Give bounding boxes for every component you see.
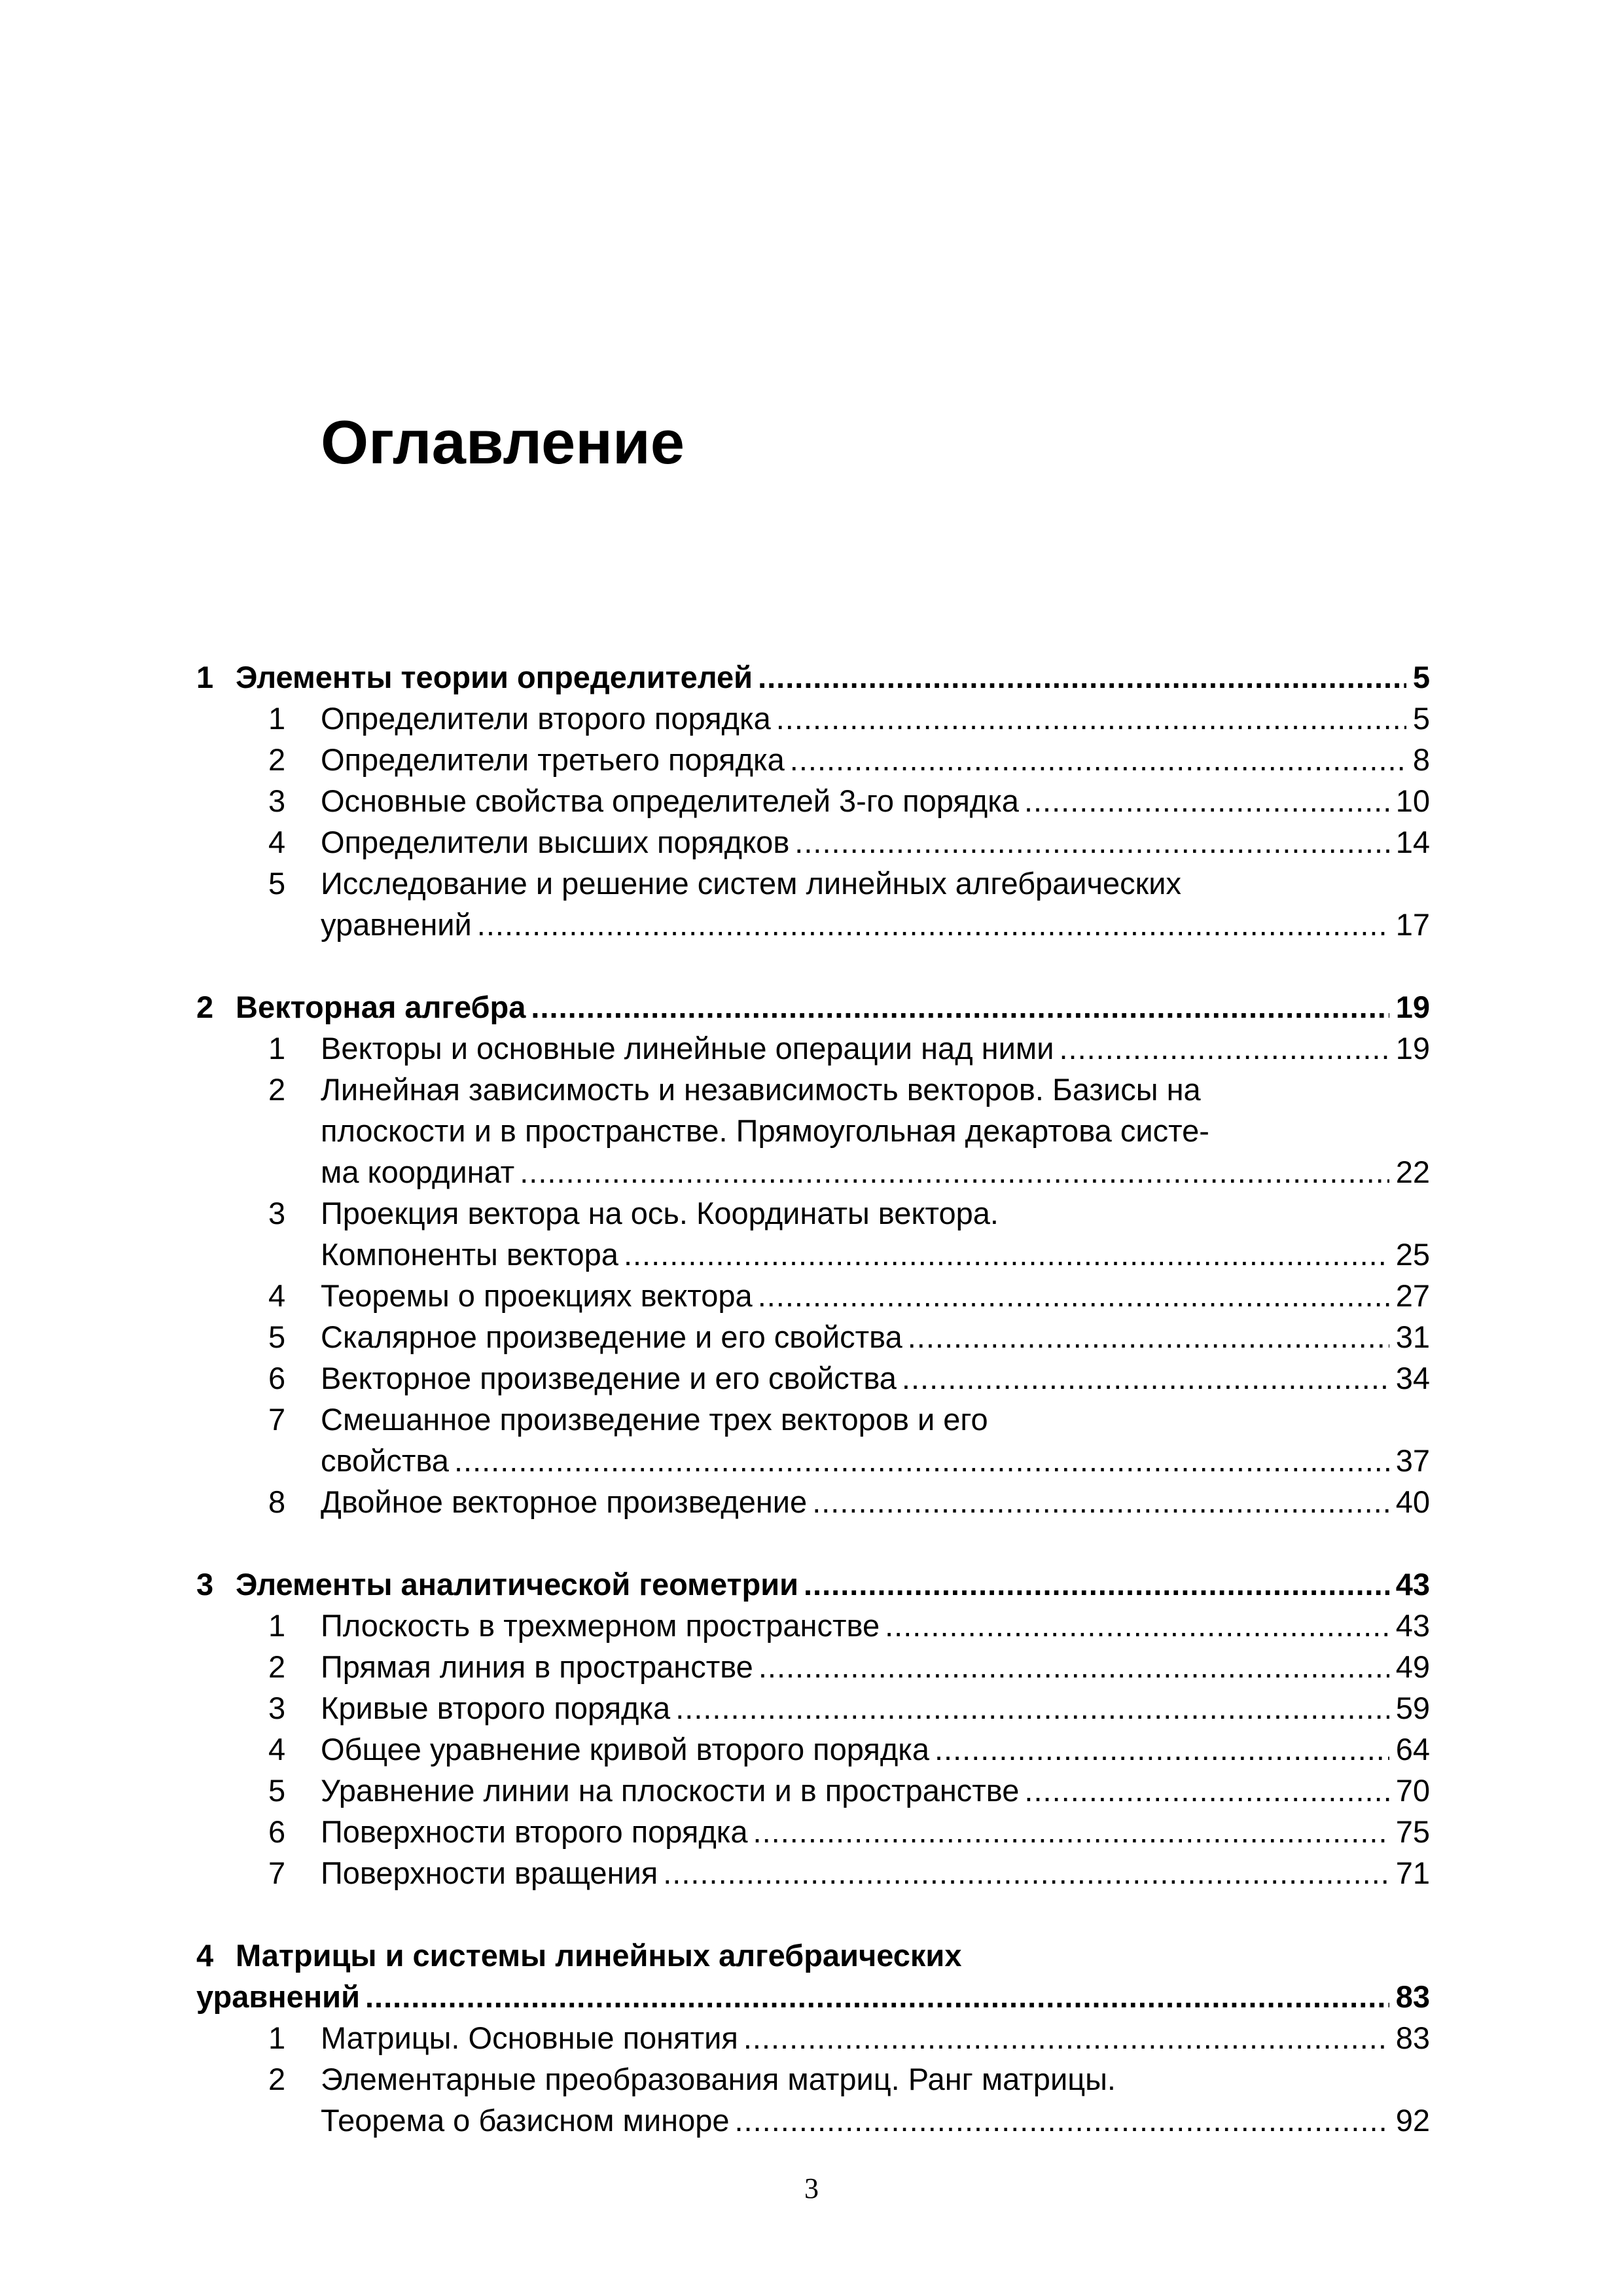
toc-section-3-5[interactable] [196,1770,1430,1811]
dot-leader [520,1151,1389,1193]
toc-section-2-3[interactable] [196,1193,1430,1234]
section-number: 1 [268,1608,286,1643]
page-number: 49 [1395,1649,1430,1684]
page-number: 40 [1395,1484,1430,1519]
toc-section-1-5-continued[interactable] [196,904,1430,945]
page-number: 34 [1395,1361,1430,1395]
toc-section-2-7-continued[interactable] [196,1440,1430,1481]
chapter-title: Матрицы и системы линейных алгебраических [236,1938,962,1973]
table-of-contents [196,656,1430,2141]
page-number: 83 [1395,1979,1430,2014]
page-number: 83 [1395,2020,1430,2055]
toc-section-1-2[interactable] [196,739,1430,780]
section-number: 2 [268,742,286,777]
section-title: Матрицы. Основные понятия [321,2020,738,2055]
dot-leader [790,739,1406,780]
chapter-number: 3 [196,1567,214,1602]
section-title: Уравнение линии на плоскости и в пространстве [321,1773,1020,1808]
section-title-continued: Компоненты вектора [321,1237,618,1272]
toc-chapter-4[interactable] [196,1935,1430,1976]
page-number: 31 [1395,1319,1430,1354]
section-number: 2 [268,2062,286,2096]
section-title-continued: плоскости и в пространстве. Прямоугольная декартова систе- [321,1113,1209,1148]
section-title-continued: свойства [321,1443,449,1478]
section-title: Плоскость в трехмерном пространстве [321,1608,880,1643]
page-number: 71 [1395,1856,1430,1890]
dot-leader [477,904,1389,945]
section-title: Двойное векторное произведение [321,1484,808,1519]
page-title: Оглавление [321,408,685,476]
dot-leader [776,698,1406,739]
toc-section-2-2[interactable] [196,1069,1430,1110]
section-title: Поверхности второго порядка [321,1814,748,1849]
toc-section-4-2[interactable] [196,2058,1430,2100]
dot-leader [885,1605,1389,1646]
dot-leader [743,2017,1389,2058]
section-number: 4 [268,1732,286,1767]
dot-leader [1024,1770,1389,1811]
section-number: 4 [268,1278,286,1313]
section-title: Исследование и решение систем линейных алгебраических [321,866,1181,901]
page-number: 5 [1412,701,1430,736]
dot-leader [675,1687,1389,1729]
section-title-continued: уравнений [321,907,472,942]
section-number: 1 [268,1031,286,1066]
dot-leader [365,1976,1389,2017]
section-title: Определители высших порядков [321,825,790,859]
dot-leader [454,1440,1389,1481]
dot-leader [812,1481,1389,1522]
toc-section-1-3[interactable] [196,780,1430,821]
toc-section-2-8[interactable] [196,1481,1430,1522]
section-title: Элементарные преобразования матриц. Ранг матрицы. [321,2062,1116,2096]
page-number: 17 [1395,907,1430,942]
dot-leader [908,1316,1389,1357]
section-number: 3 [268,1196,286,1230]
section-title: Скалярное произведение и его свойства [321,1319,902,1354]
section-number: 6 [268,1361,286,1395]
section-number: 5 [268,1773,286,1808]
section-title: Смешанное произведение трех векторов и его [321,1402,988,1437]
section-title: Поверхности вращения [321,1856,658,1890]
dot-leader [935,1729,1389,1770]
page-number: 19 [1395,1031,1430,1066]
page-number: 8 [1412,742,1430,777]
chapter-number: 1 [196,660,214,694]
chapter-title: Элементы теории определителей [236,660,753,694]
page-number: 25 [1395,1237,1430,1272]
toc-section-3-6[interactable] [196,1811,1430,1852]
chapter-title-continued: уравнений [196,1979,360,2014]
dot-leader [804,1564,1389,1605]
section-title: Теоремы о проекциях вектора [321,1278,753,1313]
toc-section-3-1[interactable] [196,1605,1430,1646]
section-title: Векторы и основные линейные операции над ними [321,1031,1054,1066]
section-number: 3 [268,1691,286,1725]
toc-section-2-3-continued[interactable] [196,1234,1430,1275]
section-title: Проекция вектора на ось. Координаты вектора. [321,1196,999,1230]
page-folio: 3 [804,2172,819,2204]
section-number: 3 [268,783,286,818]
toc-section-2-2-continued[interactable] [196,1110,1430,1151]
toc-section-2-2-continued-2[interactable] [196,1151,1430,1193]
page-number: 19 [1395,990,1430,1024]
section-title-continued: ма координат [321,1155,515,1189]
page-number: 37 [1395,1443,1430,1478]
section-number: 4 [268,825,286,859]
toc-section-4-2-continued[interactable] [196,2100,1430,2141]
toc-section-2-7[interactable] [196,1399,1430,1440]
toc-section-2-1[interactable] [196,1028,1430,1069]
section-title: Основные свойства определителей 3-го порядка [321,783,1019,818]
dot-leader [663,1852,1389,1893]
dot-leader [902,1357,1389,1399]
section-title: Прямая линия в пространстве [321,1649,753,1684]
chapter-title: Векторная алгебра [236,990,526,1024]
toc-section-1-4[interactable] [196,821,1430,863]
toc-section-3-2[interactable] [196,1646,1430,1687]
section-title: Кривые второго порядка [321,1691,671,1725]
section-number: 7 [268,1402,286,1437]
section-title: Определители второго порядка [321,701,771,736]
page-number: 92 [1395,2103,1430,2138]
page-number: 5 [1412,660,1430,694]
page-number: 22 [1395,1155,1430,1189]
section-title-continued: Теорема о базисном миноре [321,2103,730,2138]
dot-leader [624,1234,1389,1275]
section-number: 5 [268,866,286,901]
page-number: 64 [1395,1732,1430,1767]
section-number: 5 [268,1319,286,1354]
page-number: 43 [1395,1567,1430,1602]
page-number: 43 [1395,1608,1430,1643]
toc-chapter-3[interactable] [196,1564,1430,1605]
section-number: 1 [268,2020,286,2055]
toc-chapter-4-continued[interactable] [196,1976,1430,2017]
toc-section-1-5[interactable] [196,863,1430,904]
section-number: 2 [268,1072,286,1107]
dot-leader [531,986,1389,1028]
chapter-title: Элементы аналитической геометрии [236,1567,798,1602]
chapter-number: 2 [196,990,214,1024]
dot-leader [753,1811,1389,1852]
section-title: Определители третьего порядка [321,742,785,777]
page-number: 75 [1395,1814,1430,1849]
section-number: 6 [268,1814,286,1849]
page-number: 70 [1395,1773,1430,1808]
dot-leader [1059,1028,1389,1069]
section-title: Векторное произведение и его свойства [321,1361,897,1395]
section-title: Общее уравнение кривой второго порядка [321,1732,929,1767]
page-number: 59 [1395,1691,1430,1725]
section-number: 2 [268,1649,286,1684]
toc-section-3-3[interactable] [196,1687,1430,1729]
dot-leader [758,1646,1389,1687]
toc-section-4-1[interactable] [196,2017,1430,2058]
toc-section-1-1[interactable] [196,698,1430,739]
toc-chapter-1[interactable] [196,656,1430,698]
page-number: 14 [1395,825,1430,859]
section-title: Линейная зависимость и независимость векторов. Базисы на [321,1072,1201,1107]
toc-section-2-6[interactable] [196,1357,1430,1399]
dot-leader [735,2100,1389,2141]
chapter-number: 4 [196,1938,214,1973]
section-number: 1 [268,701,286,736]
section-number: 7 [268,1856,286,1890]
toc-section-2-4[interactable] [196,1275,1430,1316]
dot-leader [758,1275,1389,1316]
toc-section-2-5[interactable] [196,1316,1430,1357]
dot-leader [1024,780,1389,821]
page-number: 27 [1395,1278,1430,1313]
dot-leader [794,821,1389,863]
toc-chapter-2[interactable] [196,986,1430,1028]
page-number: 10 [1395,783,1430,818]
dot-leader [758,656,1406,698]
section-number: 8 [268,1484,286,1519]
toc-section-3-4[interactable] [196,1729,1430,1770]
toc-section-3-7[interactable] [196,1852,1430,1893]
